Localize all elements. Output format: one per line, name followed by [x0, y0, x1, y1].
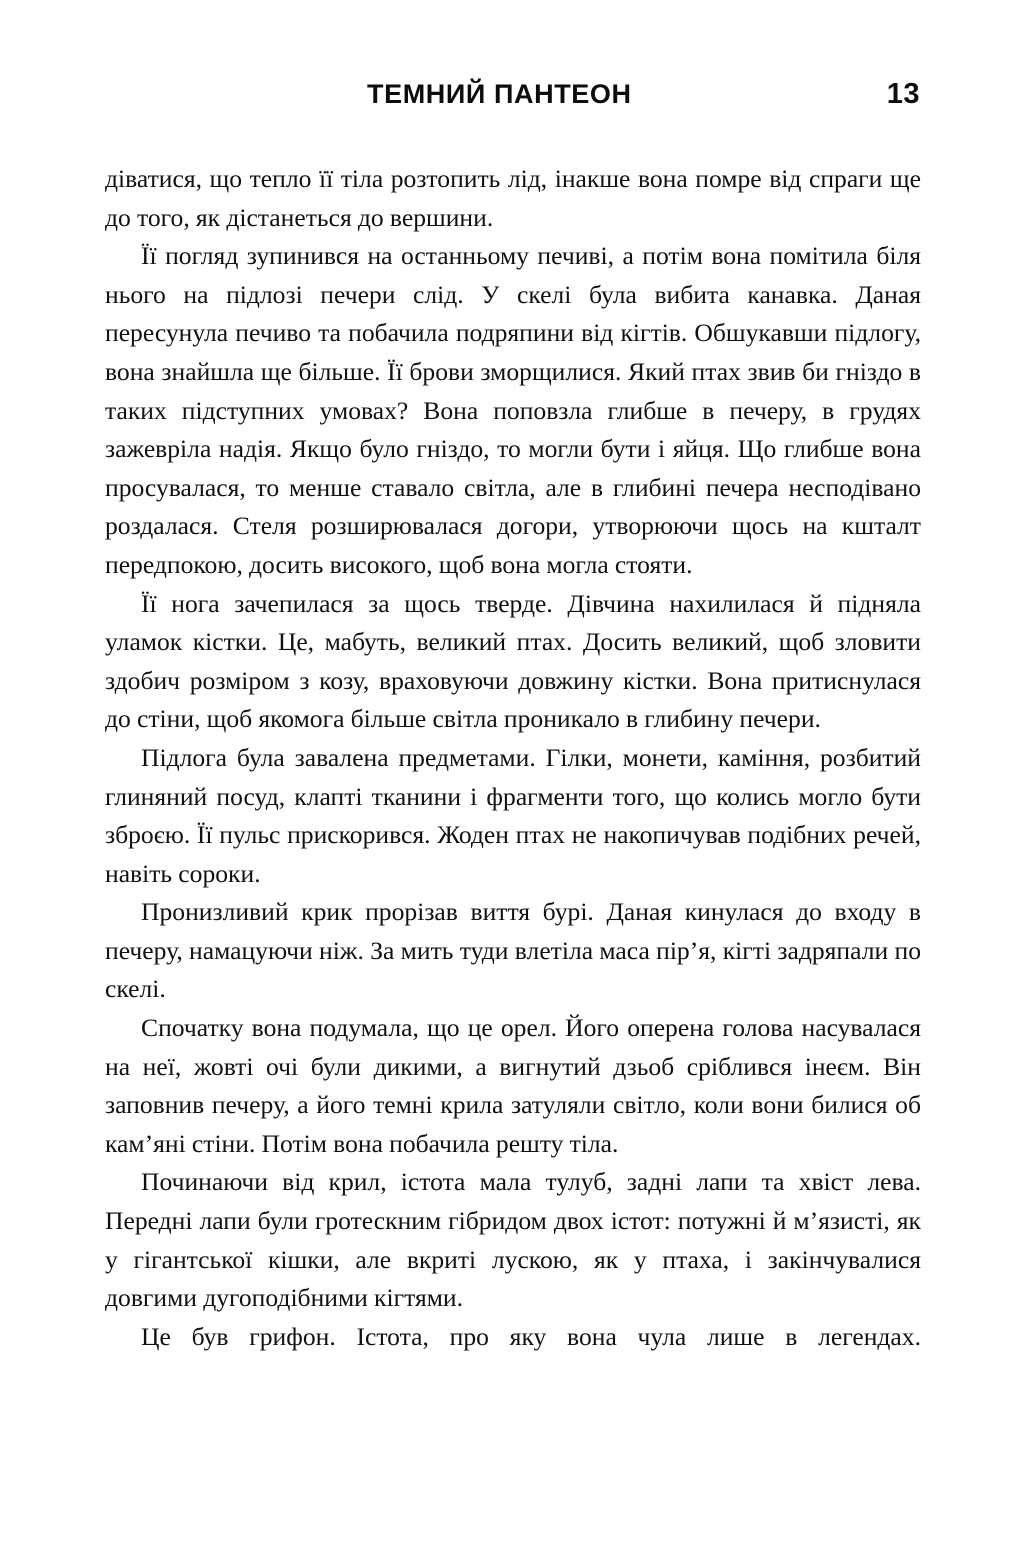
running-head: [105, 78, 920, 118]
paragraph: Це був грифон. Істота, про яку вона чула лише в легендах.: [141, 1321, 921, 1351]
paragraph: Починаючи від крил, істота мала тулуб, задні лапи та хвіст лева. Передні лапи були гротескним гібридом двох істот: потужні й м’язисті, як у гігантської кішки, але вкриті лускою, як у птаха, і закінчувалися довгими дугоподібними кігтями.: [105, 1167, 921, 1313]
paragraph: Її нога зачепилася за щось тверде. Дівчина нахилилася й підняла уламок кістки. Це, мабуть, великий птах. Досить великий, щоб зловити здобич розміром з козу, враховуючи довжину кістки. Вона притиснулася до стіни, щоб якомога більше світла проникало в глибину печери.: [105, 588, 921, 734]
paragraph: Її погляд зупинився на останньому печиві, а потім вона помітила біля нього на підлозі печери слід. У скелі була вибита канавка. Даная пересунула печиво та побачила подряпини від кігтів. Обшукавши підлогу, вона знайшла ще більше. Її брови зморщилися. Який птах звив би гніздо в таких підступних умовах? Вона поповзла глибше в печеру, в грудях зажевріла надія. Якщо було гніздо, то могли бути і яйця. Що глибше вона просувалася, то менше ставало світла, але в глибині печера несподівано роздалася. Стеля розширювалася догори, утворюючи щось на кшталт передпокою, досить високого, щоб вона могла стояти.: [105, 241, 921, 579]
paragraph: Підлога була завалена предметами. Гілки, монети, каміння, розбитий глиняний посуд, клапті тканини і фрагменти того, що колись могло бути зброєю. Її пульс прискорився. Жоден птах не накопичував подібних речей, навіть сороки.: [105, 742, 921, 888]
text-column: [105, 160, 921, 1356]
paragraph: діватися, що тепло її тіла розтопить лід, інакше вона помре від спраги ще до того, як дістанеться до вершини.: [105, 164, 921, 232]
paragraph: Спочатку вона подумала, що це орел. Його оперена голова насувалася на неї, жовті очі були дикими, а вигнутий дзьоб срібливcя інеєм. Він заповнив печеру, а його темні крила затуляли світло, коли вони билися об кам’яні стіни. Потім вона побачила решту тіла.: [105, 1013, 921, 1158]
page-number: 13: [886, 78, 920, 110]
book-title: ТЕМНИЙ ПАНТЕОН: [367, 79, 632, 109]
paragraph: Пронизливий крик прорізав виття бурі. Даная кинулася до входу в печеру, намацуючи ніж. За мить туди влетіла маса пір’я, кігті задряпали по скелі.: [105, 897, 921, 1004]
